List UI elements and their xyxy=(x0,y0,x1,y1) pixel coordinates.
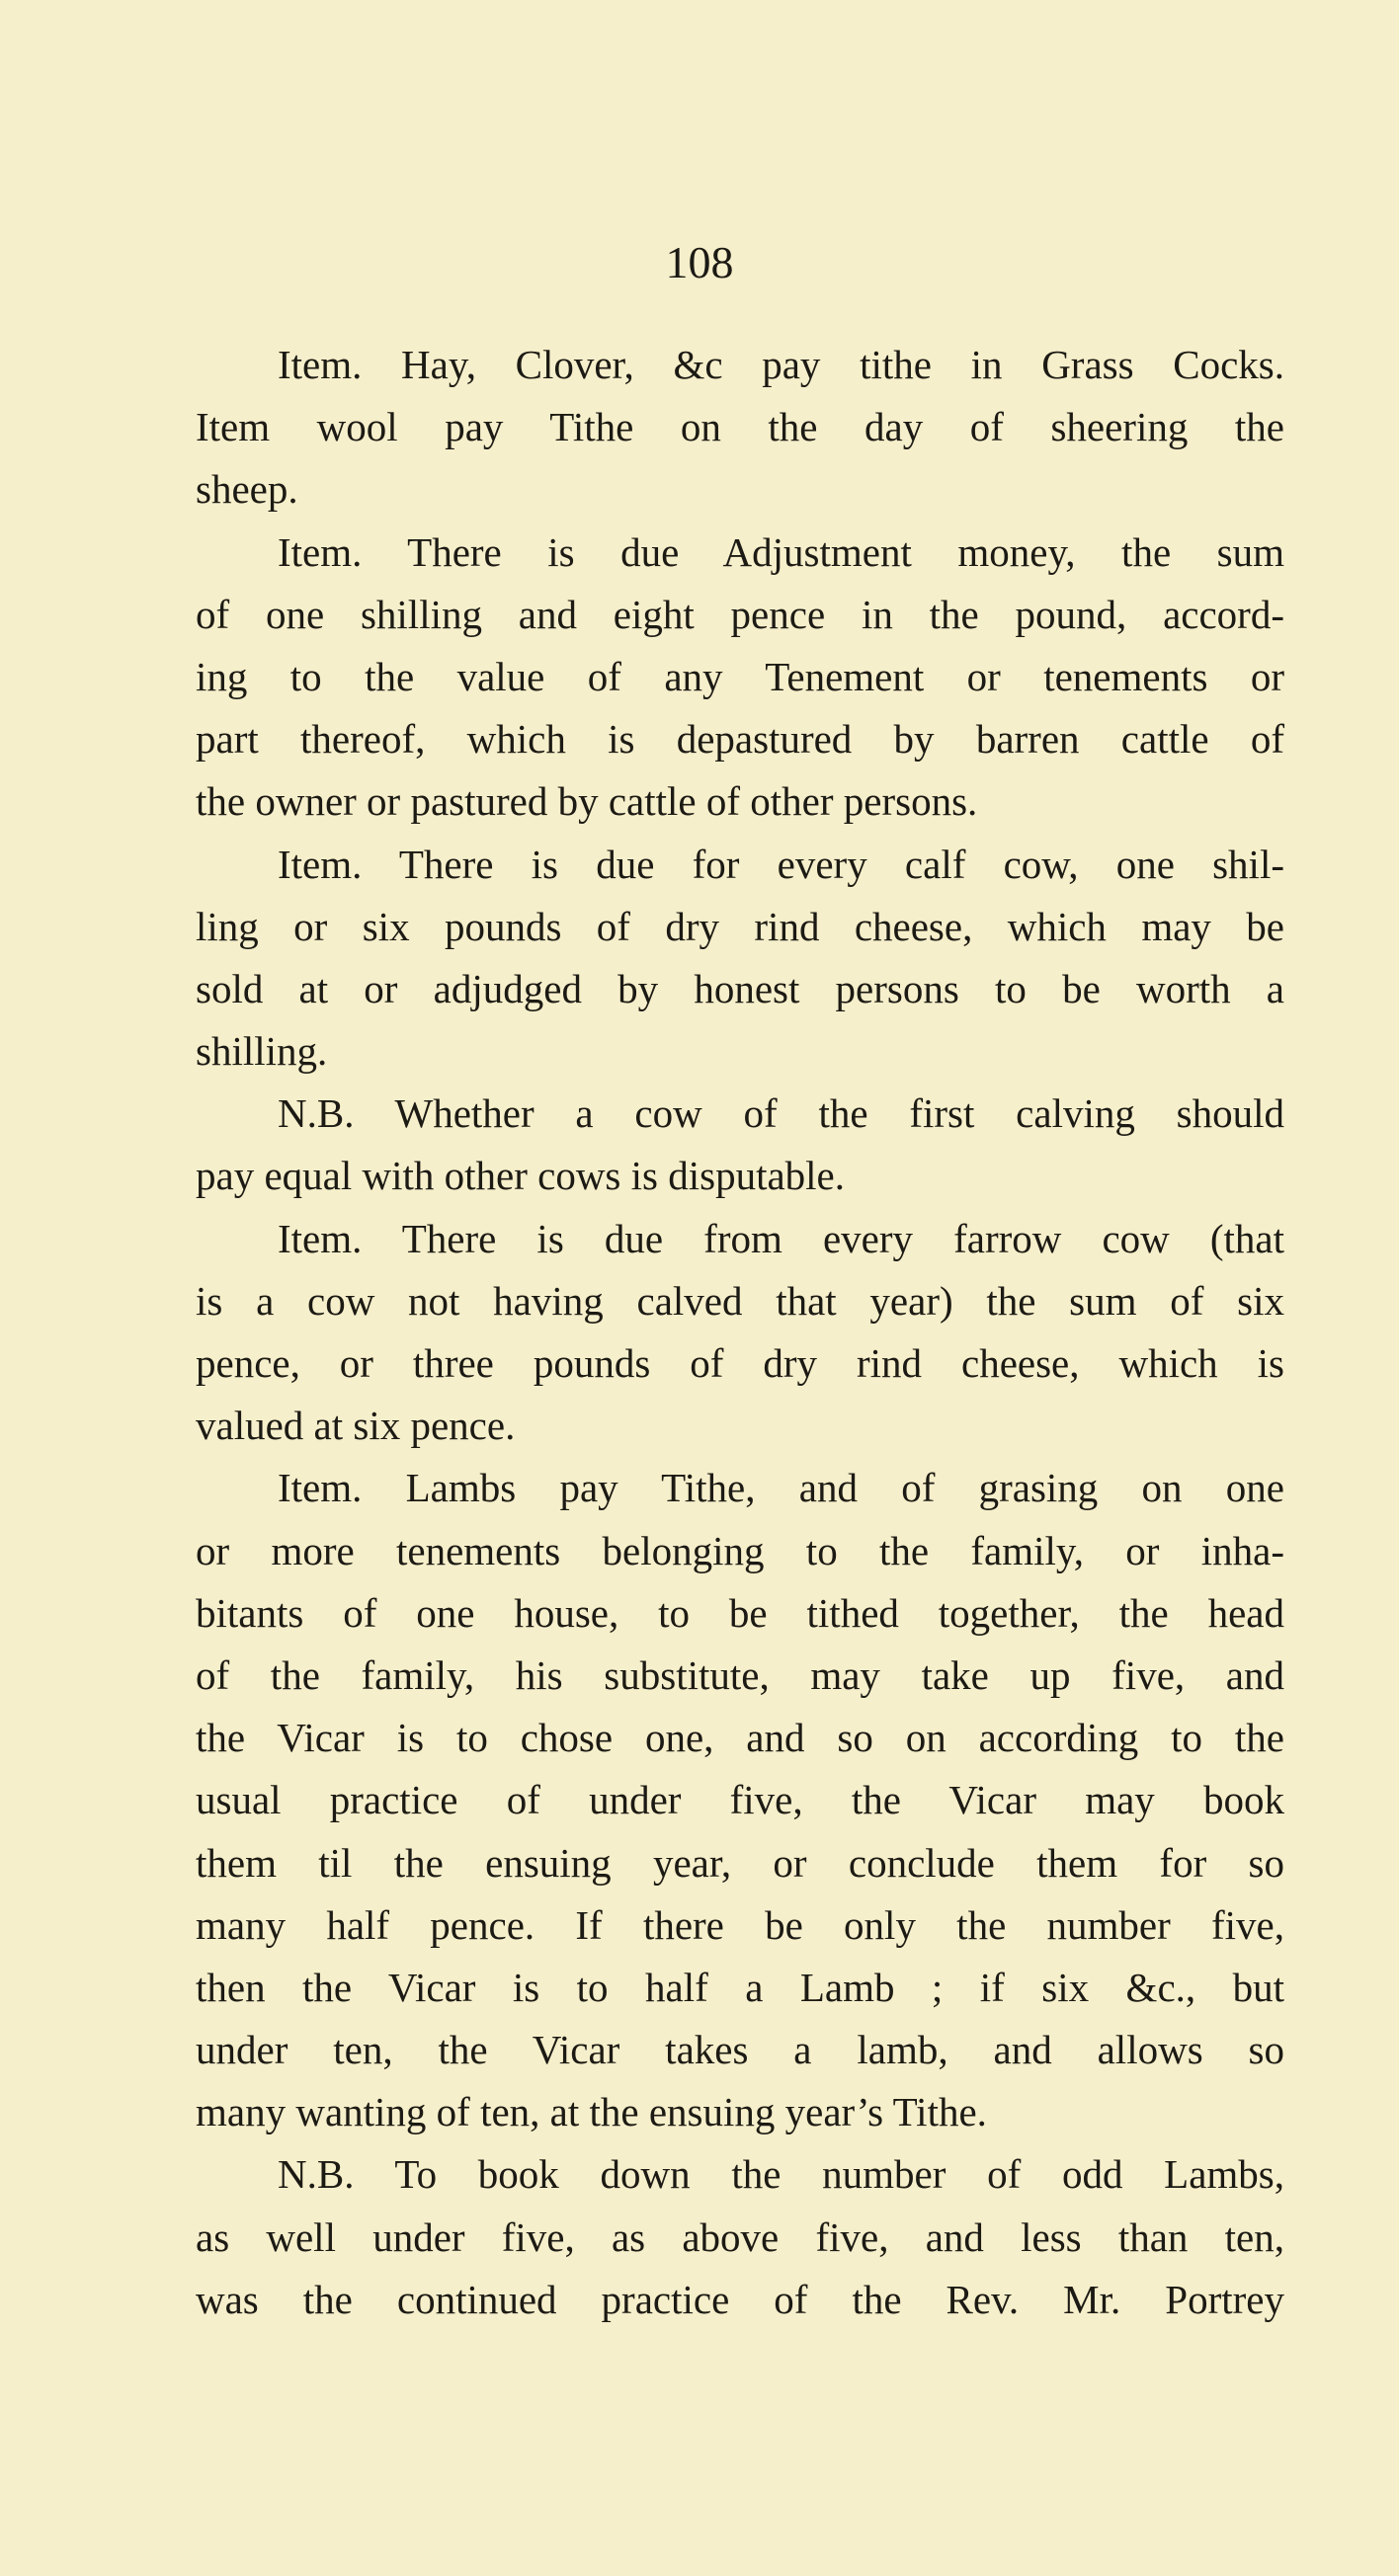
text-line: many wanting of ten, at the ensuing year’s Tithe. xyxy=(196,2089,987,2135)
text-line: under ten, the Vicar takes a lamb, and allows so xyxy=(196,2027,1284,2073)
text-line: shilling. xyxy=(196,1028,328,1075)
text-line: Item. Hay, Clover, &c pay tithe in Grass Cocks. xyxy=(278,342,1284,387)
text-line: many half pence. If there be only the number five, xyxy=(196,1901,1284,1948)
text-line: Item. There is due from every farrow cow (that xyxy=(278,1215,1284,1261)
text-line: them til the ensuing year, or conclude them for so xyxy=(196,1839,1284,1886)
text-line: Item. Lambs pay Tithe, and of grasing on one xyxy=(278,1465,1284,1511)
text-line: Item wool pay Tithe on the day of sheering the xyxy=(196,404,1284,450)
text-line: part thereof, which is depastured by barren cattle of xyxy=(196,716,1284,763)
text-line: Item. There is due for every calf cow, one shil- xyxy=(278,841,1284,887)
text-line: sold at or adjudged by honest persons to be worth a xyxy=(196,965,1284,1011)
text-line: as well under five, as above five, and less than ten, xyxy=(196,2214,1284,2260)
text-line: the owner or pastured by cattle of other persons. xyxy=(196,778,978,825)
text-line: is a cow not having calved that year) the sum of six xyxy=(196,1277,1284,1324)
text-line: valued at six pence. xyxy=(196,1403,516,1449)
text-line: pence, or three pounds of dry rind cheese, which is xyxy=(196,1340,1284,1386)
text-line: ing to the value of any Tenement or tenements or xyxy=(196,653,1284,699)
text-line: of one shilling and eight pence in the pound, accord- xyxy=(196,591,1284,637)
text-line: then the Vicar is to half a Lamb ; if six &c., but xyxy=(196,1964,1284,2010)
page-number: 108 xyxy=(665,237,734,287)
text-line: of the family, his substitute, may take up five, and xyxy=(196,1651,1284,1698)
text-line: pay equal with other cows is disputable. xyxy=(196,1153,846,1199)
text-line: ling or six pounds of dry rind cheese, which may be xyxy=(196,903,1284,949)
text-line: N.B. To book down the number of odd Lambs, xyxy=(278,2151,1284,2198)
text-line: Item. There is due Adjustment money, the sum xyxy=(278,528,1284,575)
text-line: bitants of one house, to be tithed together, the head xyxy=(196,1589,1284,1636)
text-line: was the continued practice of the Rev. Mr. Portrey xyxy=(196,2276,1284,2322)
text-line: sheep. xyxy=(196,466,298,513)
text-line: the Vicar is to chose one, and so on according to the xyxy=(196,1715,1284,1761)
text-line: usual practice of under five, the Vicar may book xyxy=(196,1777,1284,1823)
text-line: or more tenements belonging to the family, or inha- xyxy=(196,1527,1284,1573)
text-line: N.B. Whether a cow of the first calving should xyxy=(278,1090,1284,1137)
body-text xyxy=(196,334,1284,2331)
